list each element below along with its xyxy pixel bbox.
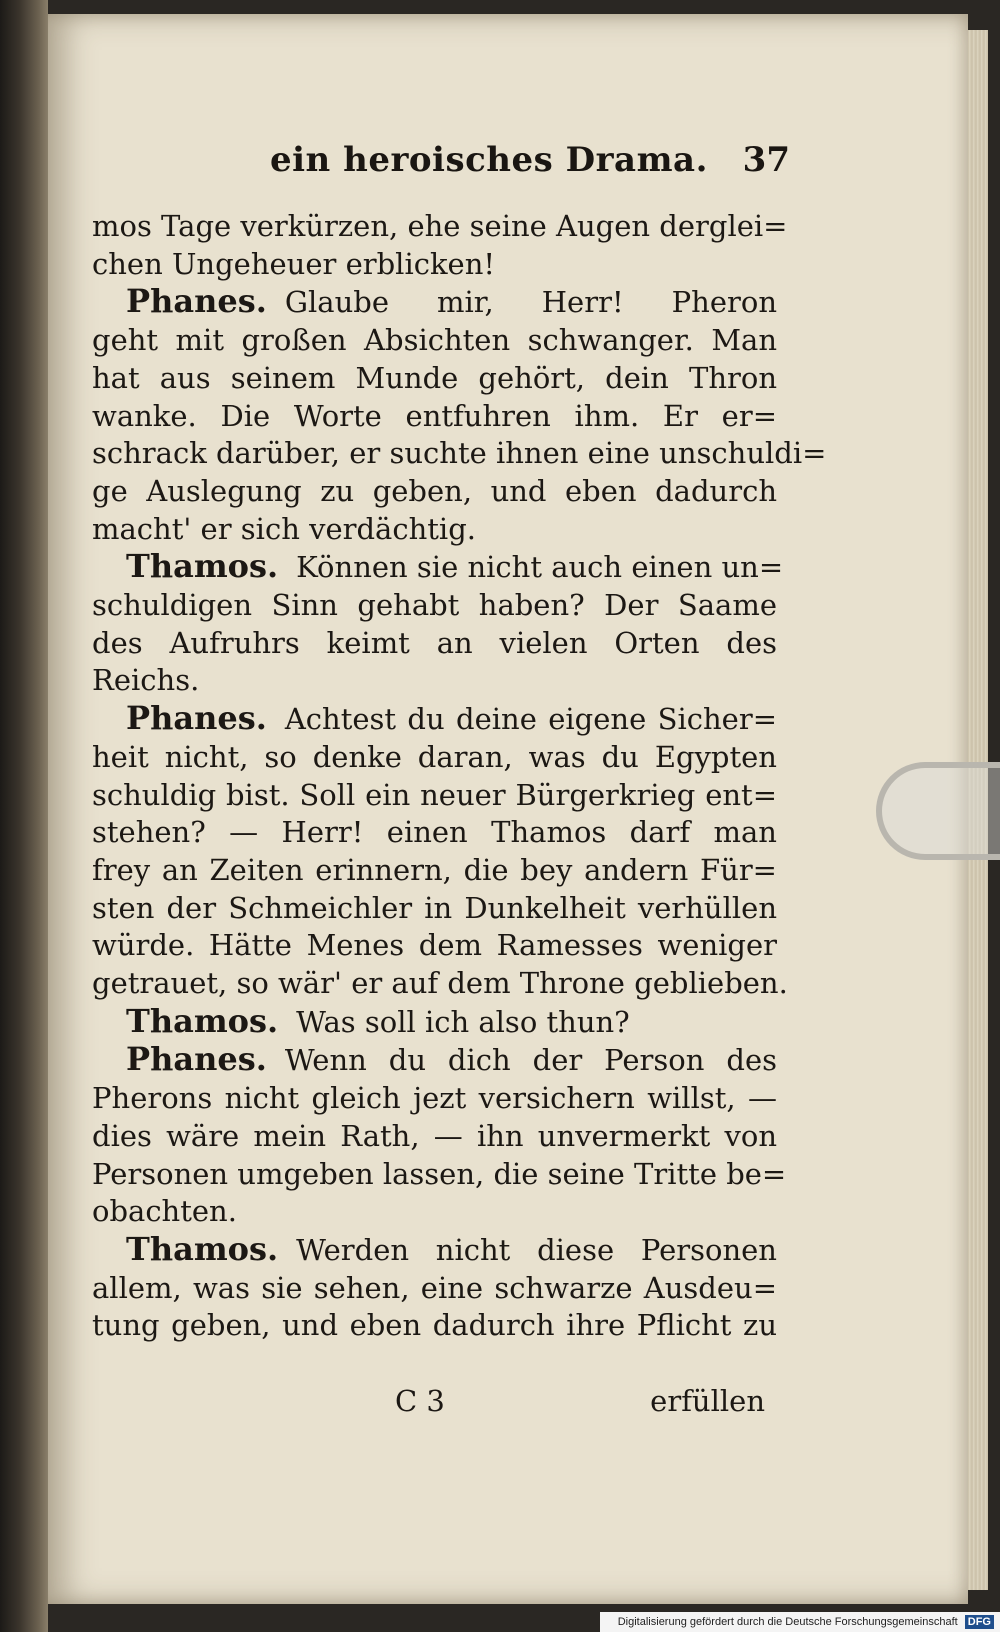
text-line bbox=[92, 814, 777, 852]
text-line bbox=[92, 1307, 777, 1345]
line-text: schrack darüber, er suchte ihnen eine unschuldi= bbox=[92, 436, 827, 471]
line-text: ge Auslegung zu geben, und eben dadurch bbox=[92, 473, 777, 508]
text-line bbox=[92, 739, 777, 777]
line-text: tung geben, und eben dadurch ihre Pflicht zu bbox=[92, 1308, 777, 1343]
text-line bbox=[92, 587, 777, 625]
line-text: wanke. Die Worte entfuhren ihm. Er er= bbox=[92, 398, 777, 433]
text-line bbox=[92, 625, 777, 663]
line-text: macht' er sich verdächtig. bbox=[92, 511, 476, 546]
speaker-name: Thamos. bbox=[126, 547, 279, 586]
text-line bbox=[92, 208, 788, 246]
running-header bbox=[270, 140, 790, 190]
text-line bbox=[92, 1118, 777, 1156]
text-line bbox=[92, 662, 777, 700]
speaker-line bbox=[92, 1003, 777, 1042]
credit-text: Digitalisierung gefördert durch die Deutsche Forschungsgemeinschaft bbox=[617, 1616, 958, 1628]
line-text: Personen umgeben lassen, die seine Tritte be= bbox=[92, 1156, 787, 1191]
text-line bbox=[92, 965, 788, 1003]
line-text: Was soll ich also thun? bbox=[296, 1004, 630, 1039]
text-line bbox=[92, 1156, 787, 1194]
signature-mark: C 3 bbox=[395, 1384, 445, 1418]
line-text: Reichs. bbox=[92, 663, 200, 698]
line-text: Glaube mir, Herr! Pheron bbox=[284, 285, 777, 320]
line-text: hat aus seinem Munde gehört, dein Thron bbox=[92, 360, 777, 395]
text-line bbox=[92, 890, 777, 928]
line-text: Achtest du deine eigene Sicher= bbox=[284, 702, 777, 737]
line-text: geht mit großen Absichten schwanger. Man bbox=[92, 323, 777, 358]
line-text: würde. Hätte Menes dem Ramesses weniger bbox=[92, 928, 777, 963]
text-line bbox=[92, 927, 777, 965]
header-title: ein heroisches Drama. bbox=[270, 140, 708, 180]
text-line bbox=[92, 777, 777, 815]
line-text: Können sie nicht auch einen un= bbox=[296, 550, 784, 585]
speaker-line bbox=[92, 547, 784, 587]
text-line bbox=[92, 322, 777, 360]
speaker-line bbox=[92, 1231, 777, 1270]
line-text: heit nicht, so denke daran, was du Egypten bbox=[92, 739, 777, 774]
line-text: schuldig bist. Soll ein neuer Bürgerkrieg ent= bbox=[92, 777, 777, 812]
body-text bbox=[92, 208, 827, 1345]
line-text: allem, was sie sehen, eine schwarze Ausdeu= bbox=[92, 1270, 777, 1305]
line-text: mos Tage verkürzen, ehe seine Augen derglei= bbox=[92, 209, 788, 243]
line-text: sten der Schmeichler in Dunkelheit verhüllen bbox=[92, 890, 777, 925]
catchword: erfüllen bbox=[650, 1384, 765, 1418]
line-text: Pherons nicht gleich jezt versichern willst, — bbox=[92, 1081, 777, 1116]
line-text: Werden nicht diese Personen bbox=[296, 1232, 777, 1267]
line-text: dies wäre mein Rath, — ihn unvermerkt von bbox=[92, 1118, 777, 1153]
text-line bbox=[92, 360, 777, 398]
text-line bbox=[92, 246, 777, 284]
line-text: Wenn du dich der Person des bbox=[284, 1043, 777, 1078]
line-text: getrauet, so wär' er auf dem Throne geblieben. bbox=[92, 966, 788, 1001]
credit-banner bbox=[600, 1612, 1000, 1632]
speaker-name: Phanes. bbox=[126, 1040, 267, 1079]
line-text: obachten. bbox=[92, 1194, 237, 1229]
book-spine bbox=[0, 0, 48, 1632]
line-text: chen Ungeheuer erblicken! bbox=[92, 246, 496, 281]
speaker-name: Thamos. bbox=[126, 1229, 279, 1268]
line-text: des Aufruhrs keimt an vielen Orten des bbox=[92, 625, 777, 660]
dfg-logo: DFG bbox=[965, 1615, 994, 1629]
text-line bbox=[92, 511, 777, 549]
line-text: frey an Zeiten erinnern, die bey andern Für= bbox=[92, 852, 777, 887]
text-line bbox=[92, 1193, 777, 1231]
line-text: schuldigen Sinn gehabt haben? Der Saame bbox=[92, 588, 777, 623]
speaker-line bbox=[92, 700, 777, 739]
text-line bbox=[92, 473, 777, 511]
text-line bbox=[92, 852, 777, 890]
page-footer bbox=[395, 1384, 765, 1424]
speaker-name: Phanes. bbox=[126, 282, 267, 321]
text-line bbox=[92, 435, 827, 473]
line-text: stehen? — Herr! einen Thamos darf man bbox=[92, 815, 777, 850]
speaker-line bbox=[92, 1041, 777, 1080]
speaker-name: Phanes. bbox=[126, 699, 267, 738]
text-line bbox=[92, 398, 777, 436]
speaker-name: Thamos. bbox=[126, 1001, 279, 1040]
text-line bbox=[92, 1270, 777, 1308]
page-number: 37 bbox=[742, 140, 790, 180]
text-line bbox=[92, 1080, 777, 1118]
book-clip bbox=[876, 762, 1000, 860]
speaker-line bbox=[92, 283, 777, 322]
